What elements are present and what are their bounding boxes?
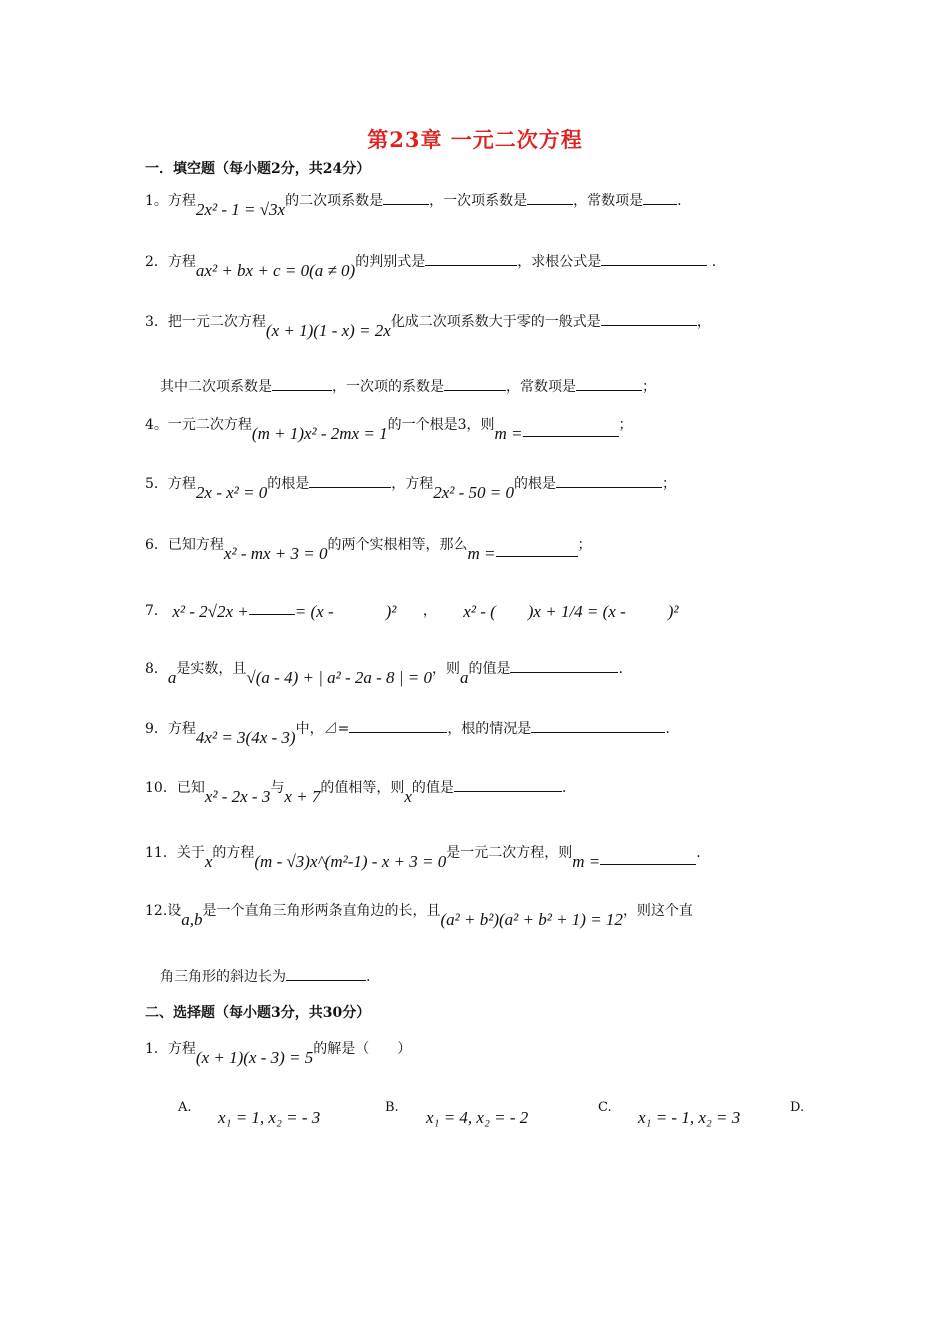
q8-text-1: 是实数，且 [176, 661, 247, 677]
q4-m-equals: m = [494, 424, 523, 443]
q8-number: 8． [145, 661, 168, 677]
q3-blank-1[interactable] [601, 311, 697, 326]
q5-text-4: ； [662, 476, 677, 492]
q5-text-2: ，方程 [391, 476, 434, 492]
q6-m-equals: m = [467, 544, 496, 563]
q7-blank-2[interactable] [334, 601, 386, 615]
q7-blank-3[interactable] [496, 601, 528, 615]
q1-text-4: . [677, 193, 682, 209]
q7-equation-2b: )x + 1/4 = (x - [527, 602, 626, 621]
q9-blank-2[interactable] [531, 718, 665, 733]
question-3-line-2 [160, 376, 656, 396]
option-d-label[interactable]: D. [790, 1100, 805, 1115]
q4-blank[interactable] [523, 422, 619, 437]
question-4 [145, 414, 633, 443]
q12-text-3: 角三角形的斜边长为 [160, 969, 286, 985]
q1-text-2: ，一次项系数是 [429, 193, 528, 209]
c1-number: 1．方程 [145, 1041, 196, 1057]
q10-expression-2: x + 7 [284, 787, 321, 806]
q1-text-1: 的二次项系数是 [285, 193, 384, 209]
q8-text-2: ，则 [431, 661, 460, 677]
q11-text-3: . [696, 845, 701, 861]
q7-equation-2: x² - ( [463, 602, 496, 621]
q5-equation-2: 2x² - 50 = 0 [433, 483, 515, 502]
q6-equation: x² - mx + 3 = 0 [223, 544, 328, 563]
q3-text-6: ； [642, 379, 656, 395]
question-6 [145, 534, 592, 563]
q3-text-1: 化成二次项系数大于零的一般式是 [390, 314, 601, 330]
q9-equation: 4x² = 3(4x - 3) [195, 728, 296, 747]
q10-expression-1: x² - 2x - 3 [204, 787, 271, 806]
q5-blank-1[interactable] [309, 473, 391, 488]
q5-text-1: 的根是 [267, 476, 310, 492]
option-a-value[interactable]: x₁ = 1, x₂ = - 3 [218, 1108, 321, 1127]
q1-blank-2[interactable] [527, 190, 573, 205]
q2-text-1: 的判别式是 [355, 254, 426, 270]
q2-blank-2[interactable] [601, 251, 707, 266]
q5-blank-2[interactable] [556, 473, 662, 488]
q9-blank-1[interactable] [349, 718, 447, 733]
q3-blank-2[interactable] [272, 376, 332, 391]
q11-blank[interactable] [600, 850, 696, 865]
q2-number: 2．方程 [145, 254, 196, 270]
question-2 [145, 251, 717, 280]
q7-equation-1b: = (x - [294, 602, 334, 621]
q6-text-2: ； [577, 537, 592, 553]
q3-text-4: ，一次项的系数是 [332, 379, 444, 395]
q4-text-1: 的一个根是3，则 [387, 417, 495, 433]
q3-number: 3．把一元二次方程 [145, 314, 266, 330]
q7-number: 7． [145, 603, 168, 619]
choice-question-1 [145, 1038, 412, 1067]
option-b-value[interactable]: x₁ = 4, x₂ = - 2 [426, 1108, 529, 1127]
question-10 [145, 777, 567, 806]
q10-text-3: 的值是 [411, 780, 454, 796]
q10-text-4: . [561, 780, 567, 796]
q7-separator: ， [422, 603, 437, 619]
q6-blank[interactable] [496, 542, 578, 557]
q10-blank[interactable] [454, 777, 562, 792]
q10-var-x: x [404, 787, 412, 806]
q8-text-4: . [618, 661, 623, 677]
q9-text-3: . [665, 721, 670, 737]
q3-blank-4[interactable] [576, 376, 642, 391]
q11-m-equals: m = [572, 852, 601, 871]
q9-number: 9．方程 [145, 721, 196, 737]
q9-text-2: ，根的情况是 [447, 721, 532, 737]
q8-text-3: 的值是 [468, 661, 511, 677]
q3-text-5: ，常数项是 [506, 379, 576, 395]
q1-text-3: ，常数项是 [573, 193, 644, 209]
q2-equation: ax² + bx + c = 0(a ≠ 0) [195, 261, 356, 280]
q6-number: 6．已知方程 [145, 537, 224, 553]
q1-blank-3[interactable] [643, 190, 677, 205]
question-1 [145, 190, 682, 219]
question-8 [145, 658, 623, 687]
q1-number: 1。方程 [145, 193, 196, 209]
q12-text-4: . [366, 969, 371, 985]
question-7 [145, 600, 679, 620]
q7-equation-2c: )² [667, 602, 679, 621]
q3-text-2: ， [696, 314, 711, 330]
q11-text-2: 是一元二次方程，则 [446, 845, 573, 861]
q10-text-2: 的值相等，则 [320, 780, 405, 796]
q4-number: 4。一元二次方程 [145, 417, 252, 433]
q12-blank[interactable] [286, 966, 366, 981]
question-3 [145, 311, 711, 340]
q7-blank-1[interactable] [249, 600, 295, 615]
q11-var-x: x [204, 852, 213, 871]
q7-blank-4[interactable] [626, 601, 668, 615]
q2-text-3: . [711, 254, 717, 270]
option-b-label[interactable]: B. [385, 1100, 399, 1115]
q8-blank[interactable] [510, 658, 618, 673]
q8-var-a: a [167, 668, 177, 687]
q7-equation-1: x² - 2√2x + [172, 602, 249, 621]
q8-var-a-2: a [459, 668, 469, 687]
q11-number: 11．关于 [145, 845, 205, 861]
question-9 [145, 718, 670, 747]
q11-equation: (m - √3)x^(m²-1) - x + 3 = 0 [254, 852, 447, 871]
c1-text-1: 的解是（ ） [313, 1041, 412, 1057]
q4-equation: (m + 1)x² - 2mx = 1 [251, 424, 388, 443]
question-11 [145, 842, 701, 871]
q12-number: 12.设 [145, 903, 182, 919]
q6-text-1: 的两个实根相等，那么 [327, 537, 468, 553]
q1-blank-1[interactable] [383, 190, 429, 205]
q12-text-1: 是一个直角三角形两条直角边的长，且 [202, 903, 441, 919]
q9-text-1: 中，⊿= [295, 721, 350, 737]
section-fill-in-heading: 一．填空题（每小题2分，共24分） [145, 161, 371, 177]
q2-text-2: ，求根公式是 [517, 254, 602, 270]
q10-text-1: 与 [270, 780, 285, 796]
q12-vars-ab: a,b [181, 910, 203, 929]
q12-equation: (a² + b²)(a² + b² + 1) = 12 [440, 910, 623, 929]
section-choice-heading: 二、选择题（每小题3分，共30分） [145, 1005, 371, 1021]
c1-equation: (x + 1)(x - 3) = 5 [195, 1048, 314, 1067]
q3-text-3: 其中二次项系数是 [160, 379, 272, 395]
q2-blank-1[interactable] [425, 251, 517, 266]
question-5 [145, 473, 677, 502]
q3-equation: (x + 1)(1 - x) = 2x [265, 321, 391, 340]
q5-text-3: 的根是 [514, 476, 557, 492]
q1-equation: 2x² - 1 = √3x [195, 200, 286, 219]
question-12 [145, 900, 693, 929]
option-c-label[interactable]: C. [598, 1100, 612, 1115]
question-12-line-2 [160, 966, 370, 986]
q5-equation-1: 2x - x² = 0 [195, 483, 268, 502]
page-title: 第23章 一元二次方程 [367, 127, 583, 152]
q10-number: 10．已知 [145, 780, 205, 796]
q3-blank-3[interactable] [444, 376, 506, 391]
option-a-label[interactable]: A. [178, 1100, 192, 1115]
q7-equation-1c: )² [385, 602, 397, 621]
option-c-value[interactable]: x₁ = - 1, x₂ = 3 [638, 1108, 741, 1127]
q4-text-2: ； [618, 417, 633, 433]
q12-text-2: ，则这个直 [622, 903, 693, 919]
q11-text-1: 的方程 [212, 845, 255, 861]
q8-equation: √(a - 4) + | a² - 2a - 8 | = 0 [246, 668, 432, 687]
q5-number: 5．方程 [145, 476, 196, 492]
